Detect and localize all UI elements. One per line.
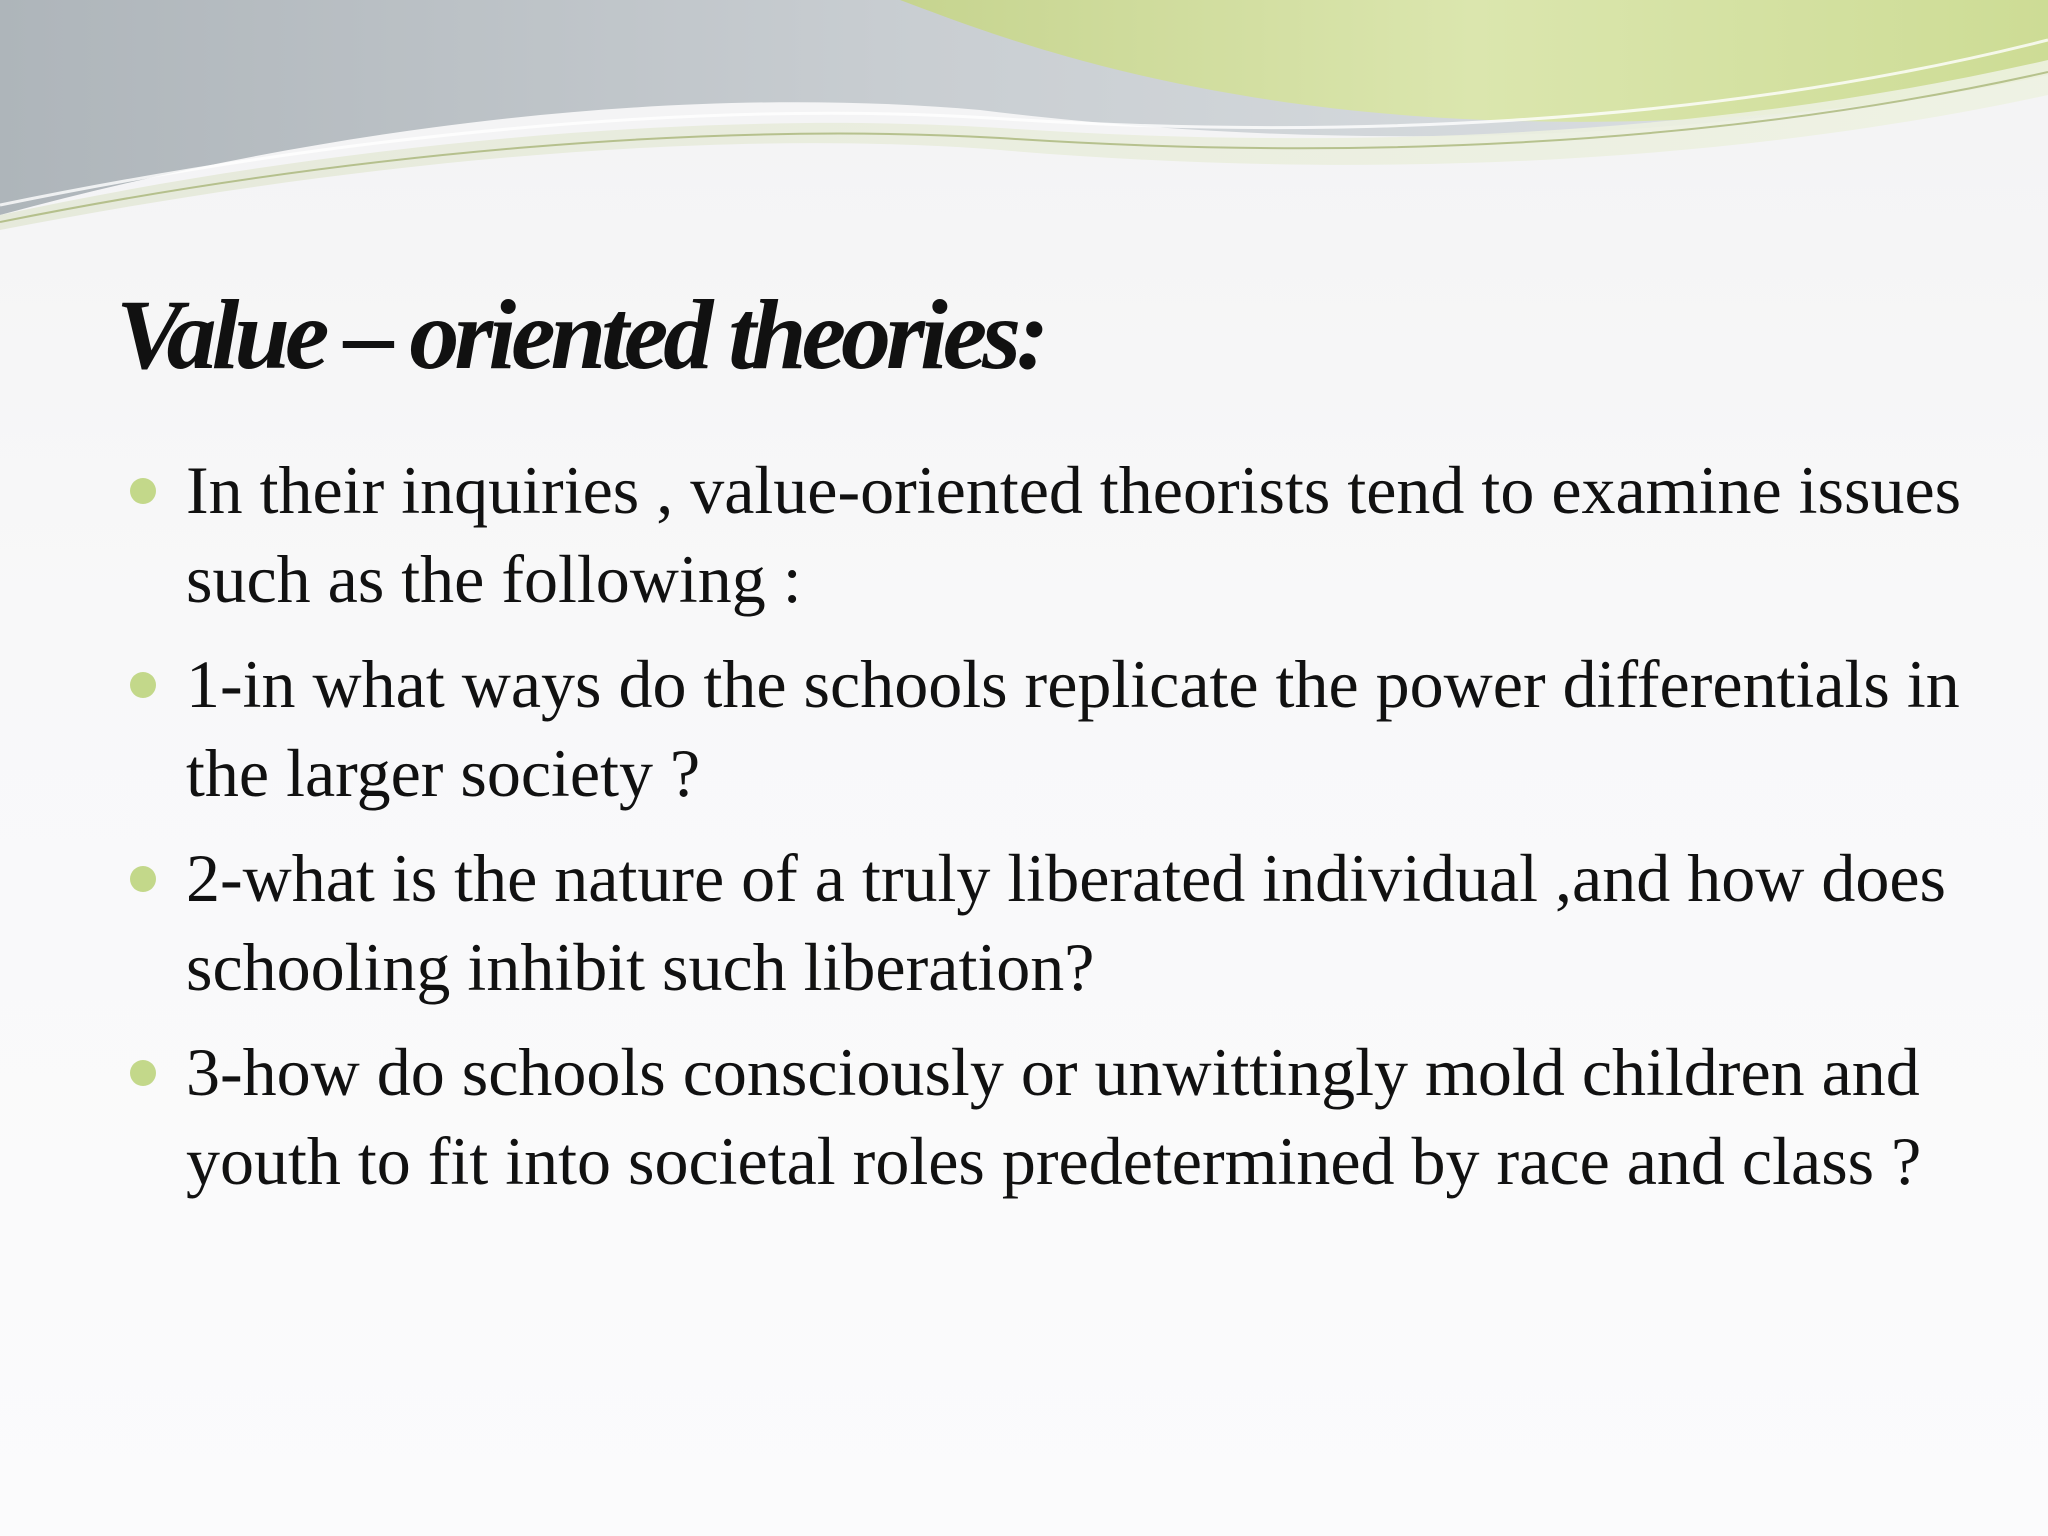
bullet-item (126, 446, 1986, 624)
bullet-dot-icon (130, 478, 156, 504)
bullet-dot-icon (130, 1060, 156, 1086)
bullet-text: 3-how do schools consciously or unwittingly mold children and youth to fit into societal roles predetermined by race and class ? (186, 1034, 1922, 1199)
bullet-text: 1-in what ways do the schools replicate the power differentials in the larger society ? (186, 646, 1960, 811)
bullet-text: 2-what is the nature of a truly liberated individual ,and how does schooling inhibit such liberation? (186, 840, 1946, 1005)
bullet-text: In their inquiries , value-oriented theorists tend to examine issues such as the following : (186, 452, 1962, 617)
bullet-dot-icon (130, 866, 156, 892)
slide-title: Value – oriented theories: (116, 279, 1045, 390)
bullet-item (126, 1028, 1986, 1206)
bullet-dot-icon (130, 672, 156, 698)
header-wave-decoration (0, 0, 2048, 250)
bullet-list (126, 446, 1986, 1222)
bullet-item (126, 834, 1986, 1012)
bullet-item (126, 640, 1986, 818)
